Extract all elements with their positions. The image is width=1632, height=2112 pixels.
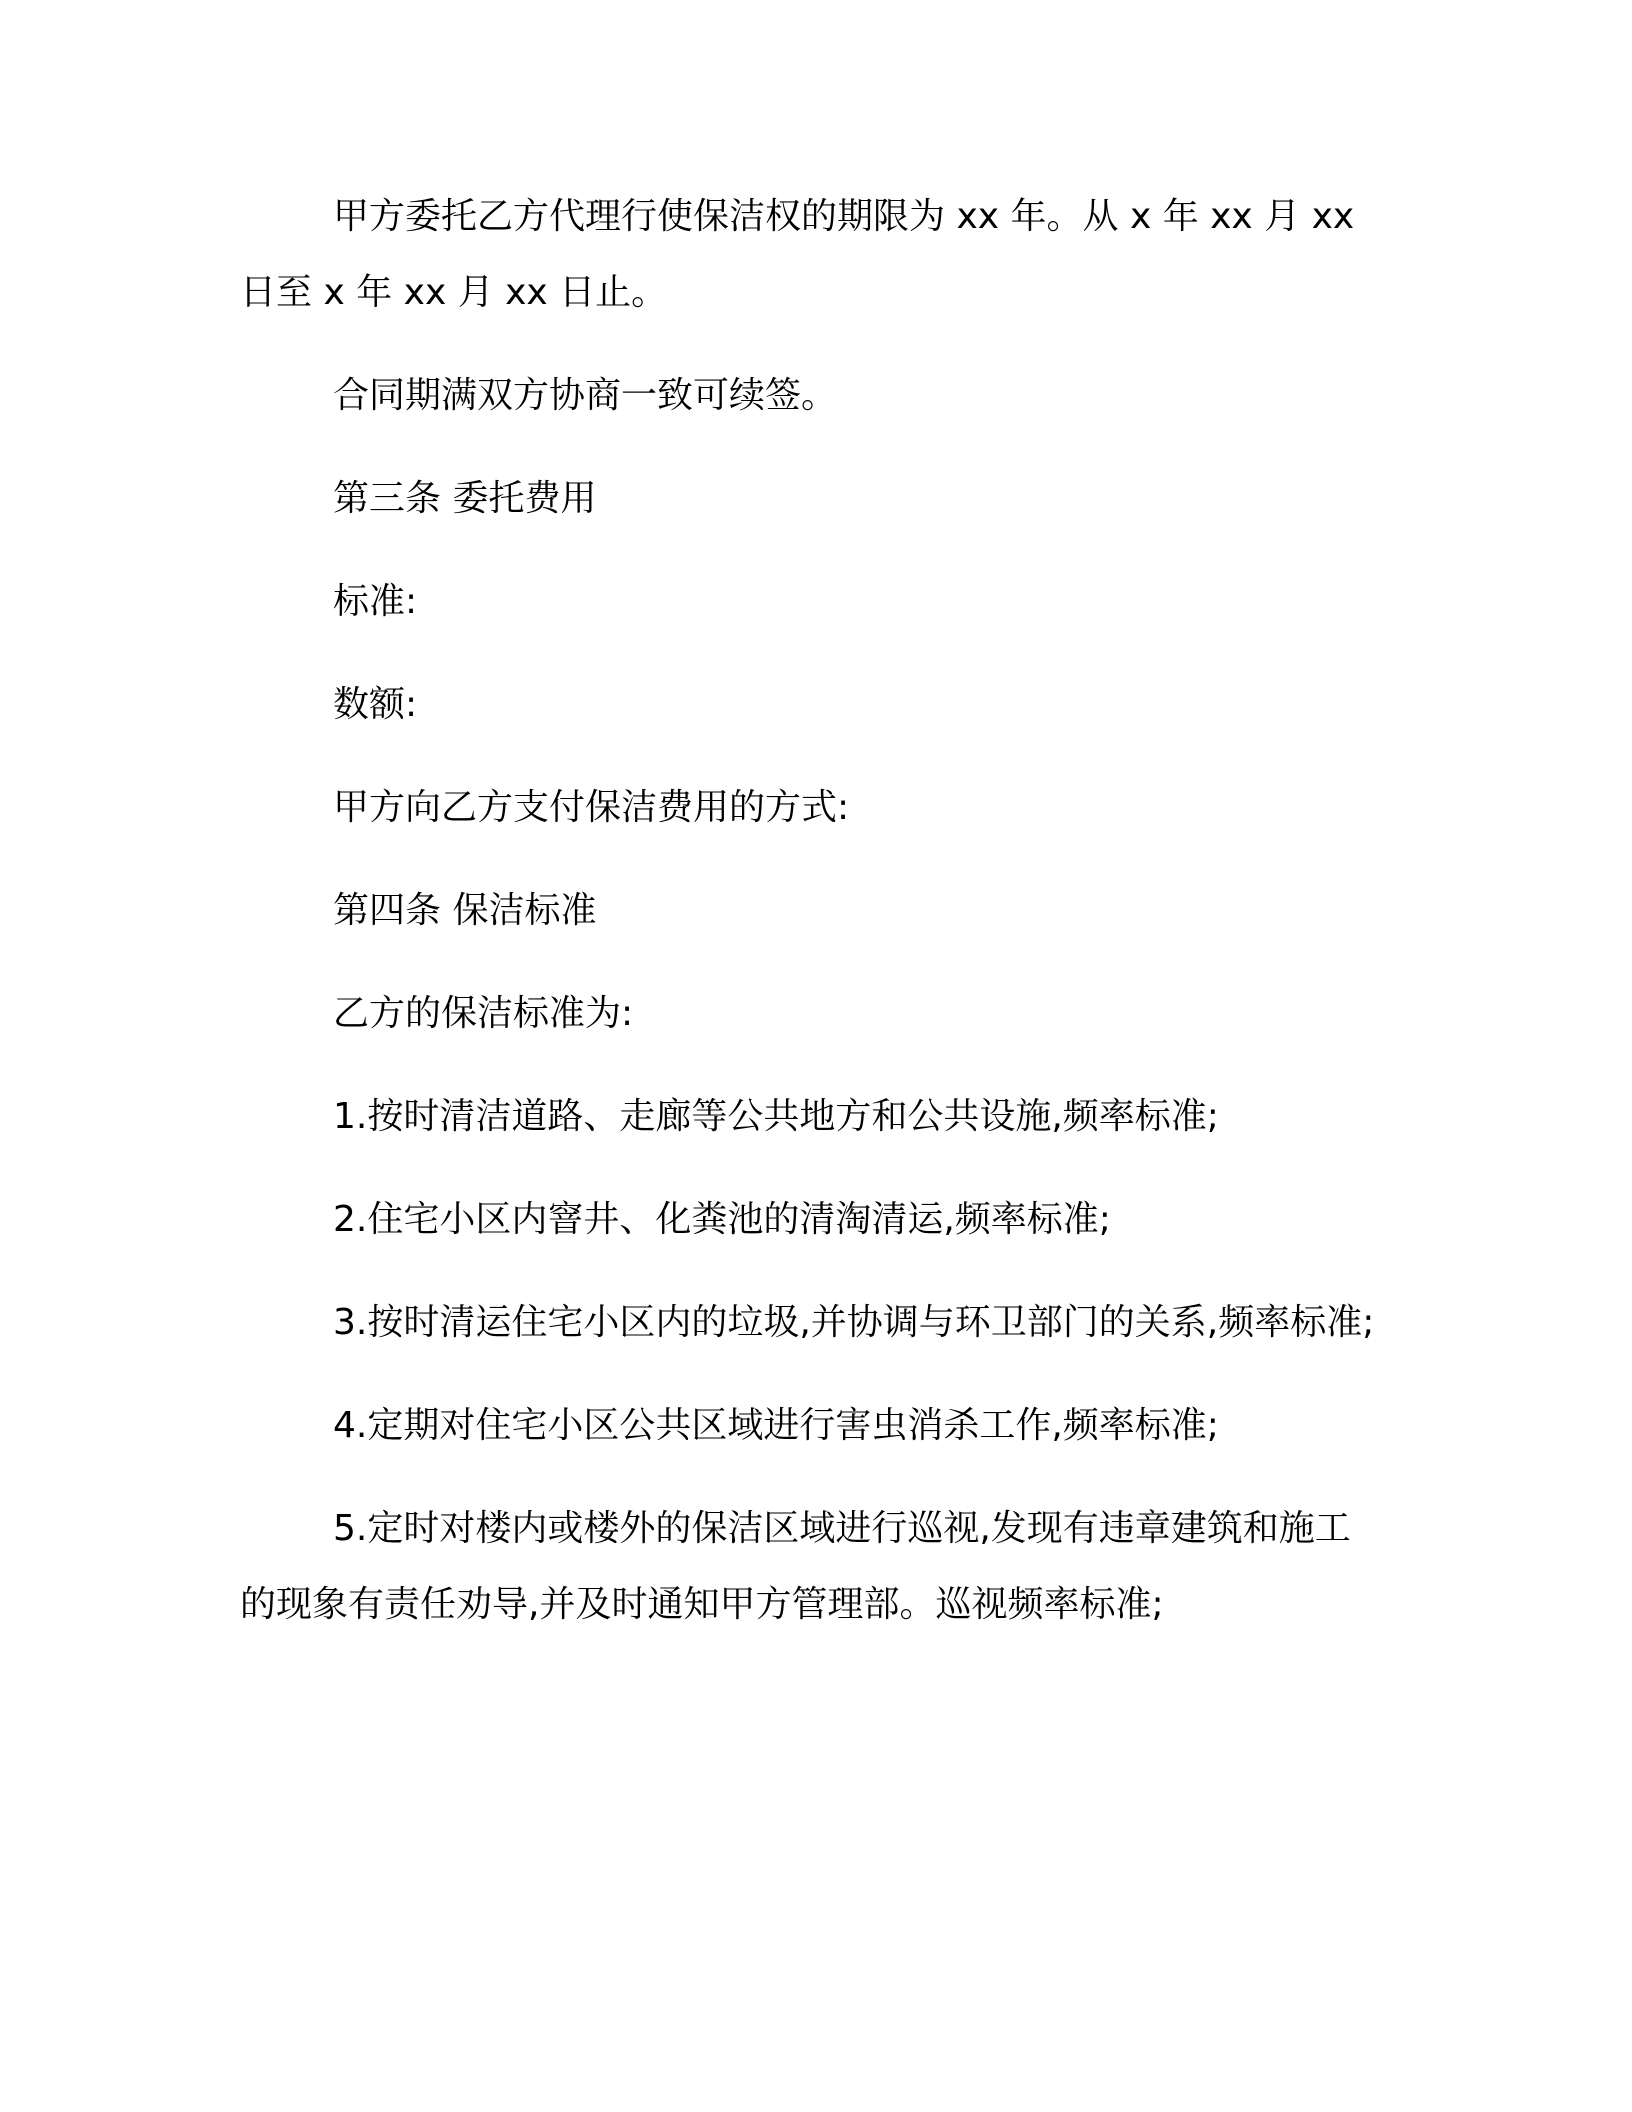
renewal-paragraph: 合同期满双方协商一致可续签。: [333, 375, 838, 416]
document-body: [240, 179, 1382, 1670]
payment-method-label: 甲方向乙方支付保洁费用的方式:: [333, 787, 850, 828]
article-4-heading: 第四条 保洁标准: [333, 890, 597, 931]
cleaning-standard-item-3: 3.按时清运住宅小区内的垃圾,并协调与环卫部门的关系,频率标准;: [333, 1302, 1375, 1343]
cleaning-standard-item-1: 1.按时清洁道路、走廊等公共地方和公共设施,频率标准;: [333, 1096, 1219, 1137]
cleaning-standard-item-5: 5.定时对楼内或楼外的保洁区域进行巡视,发现有违章建筑和施工的现象有责任劝导,并及时通知甲方管理部。巡视频率标准;: [240, 1508, 1351, 1625]
cleaning-standard-item-4: 4.定期对住宅小区公共区域进行害虫消杀工作,频率标准;: [333, 1405, 1219, 1446]
article-3-heading: 第三条 委托费用: [333, 478, 597, 519]
term-paragraph: 甲方委托乙方代理行使保洁权的期限为 xx 年。从 x 年 xx 月 xx 日至 x 年 xx 月 xx 日止。: [240, 196, 1355, 313]
fee-standard-label: 标准:: [333, 581, 418, 622]
cleaning-standard-intro: 乙方的保洁标准为:: [333, 993, 634, 1034]
cleaning-standard-item-2: 2.住宅小区内窨井、化粪池的清淘清运,频率标准;: [333, 1199, 1111, 1240]
fee-amount-label: 数额:: [333, 684, 418, 725]
